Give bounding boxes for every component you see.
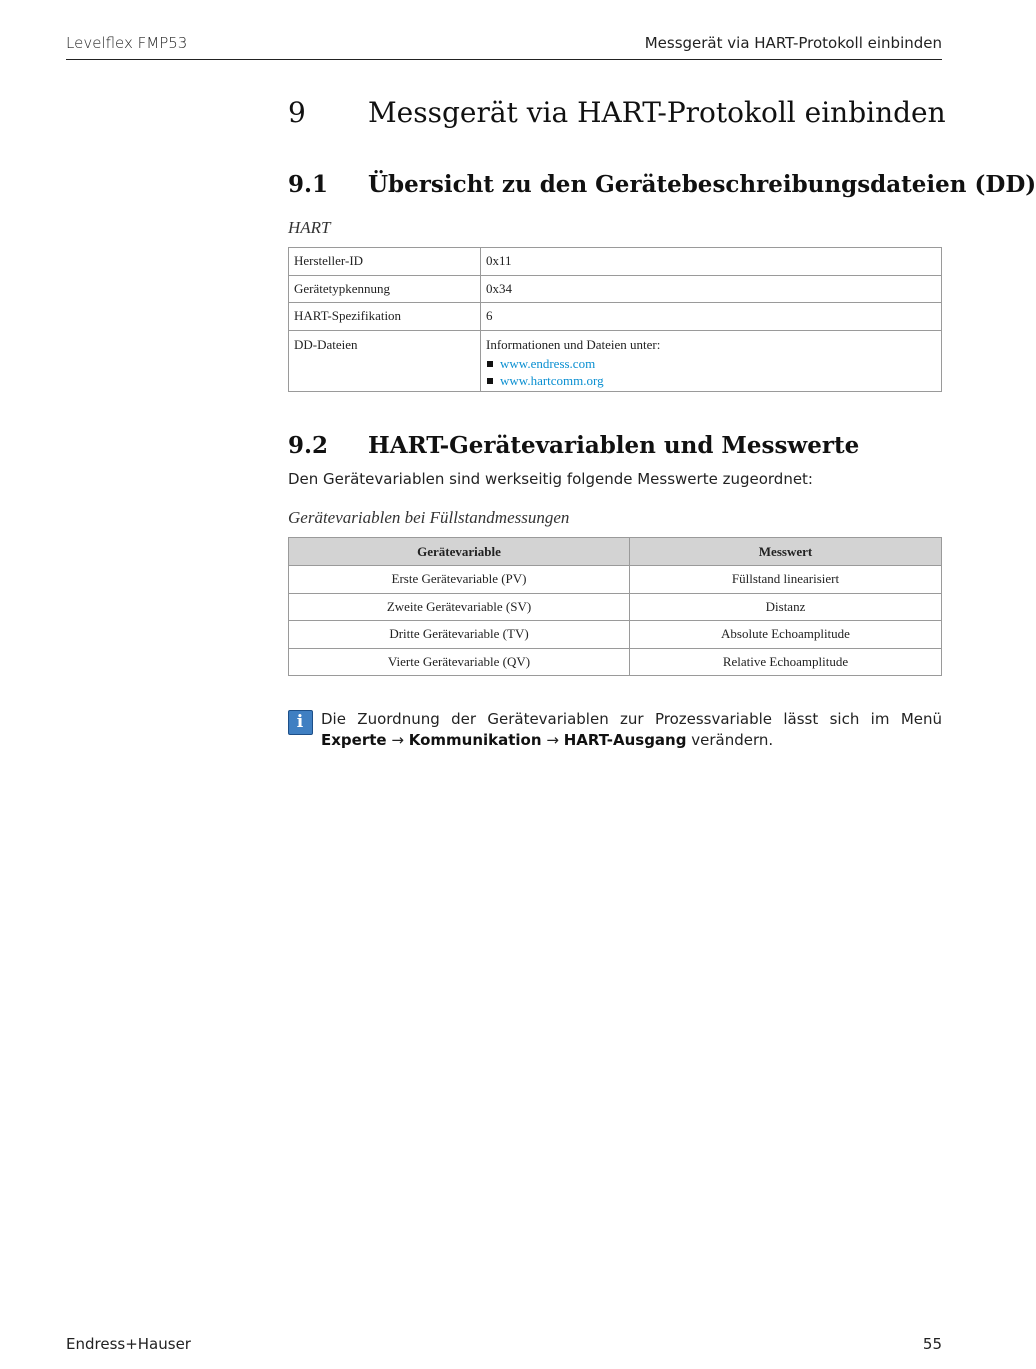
table-cell-value: 0x11 [481, 248, 942, 276]
table-cell: Vierte Gerätevariable (QV) [289, 648, 630, 676]
table-cell-value: 6 [481, 303, 942, 331]
table-header-row [289, 538, 942, 566]
table-cell: Zweite Gerätevariable (SV) [289, 593, 630, 621]
list-item [486, 372, 936, 389]
table-cell: Relative Echoamplitude [630, 648, 942, 676]
list-item [486, 355, 936, 372]
table-cell-value: 0x34 [481, 275, 942, 303]
table-caption-variables: Gerätevariablen bei Füllstandmessungen [288, 508, 570, 527]
table-row [289, 275, 942, 303]
info-icon [288, 710, 313, 735]
menu-path-kommunikation: Kommunikation [408, 731, 542, 749]
table-cell-label: Hersteller-ID [289, 248, 481, 276]
table-cell: Absolute Echoamplitude [630, 621, 942, 649]
page-header [66, 32, 942, 60]
table-row [289, 566, 942, 594]
header-product: Levelflex FMP53 [66, 34, 188, 52]
section-intro-text: Den Gerätevariablen sind werkseitig folgende Messwerte zugeordnet: [288, 470, 813, 488]
table-row [289, 303, 942, 331]
footer-company: Endress+Hauser [66, 1335, 191, 1353]
endress-link[interactable]: www.endress.com [500, 355, 596, 371]
section-title: HART-Gerätevariablen und Messwerte [368, 432, 860, 459]
chapter-title: Messgerät via HART-Protokoll einbinden [368, 96, 946, 129]
table-row [289, 648, 942, 676]
table-cell: Füllstand linearisiert [630, 566, 942, 594]
hartcomm-link[interactable]: www.hartcomm.org [500, 372, 604, 388]
arrow-icon: → [391, 731, 404, 749]
table-row [289, 593, 942, 621]
table-row [289, 248, 942, 276]
table-cell: Erste Gerätevariable (PV) [289, 566, 630, 594]
column-header: Gerätevariable [289, 538, 630, 566]
table-caption-hart: HART [288, 218, 331, 237]
table-cell-label: Gerätetypkennung [289, 275, 481, 303]
note-text-part: Die Zuordnung der Gerätevariablen zur Prozessvariable lässt sich im Menü [321, 710, 942, 728]
section-number: 9.2 [288, 432, 329, 459]
table-row [289, 621, 942, 649]
device-variables-table [288, 537, 942, 676]
table-cell: Distanz [630, 593, 942, 621]
dd-link-list [486, 355, 936, 389]
note-text [321, 709, 942, 751]
info-icon-glyph: i [296, 712, 304, 732]
page-number: 55 [922, 1335, 942, 1353]
note-text-part: verändern. [686, 731, 774, 749]
section-title: Übersicht zu den Gerätebeschreibungsdateien (DD) [368, 171, 1036, 198]
column-header: Messwert [630, 538, 942, 566]
dd-intro-text: Informationen und Dateien unter: [486, 336, 661, 352]
arrow-icon: → [546, 731, 559, 749]
menu-path-experte: Experte [321, 731, 387, 749]
menu-path-hart-ausgang: HART-Ausgang [563, 731, 687, 749]
header-chapter-title: Messgerät via HART-Protokoll einbinden [644, 34, 942, 52]
table-cell: Dritte Gerätevariable (TV) [289, 621, 630, 649]
table-cell-label: HART-Spezifikation [289, 303, 481, 331]
section-number: 9.1 [288, 171, 329, 198]
dd-overview-table [288, 247, 942, 392]
table-row [289, 330, 942, 391]
chapter-number: 9 [288, 96, 306, 129]
table-cell-value [481, 330, 942, 391]
table-cell-label: DD-Dateien [289, 330, 481, 391]
